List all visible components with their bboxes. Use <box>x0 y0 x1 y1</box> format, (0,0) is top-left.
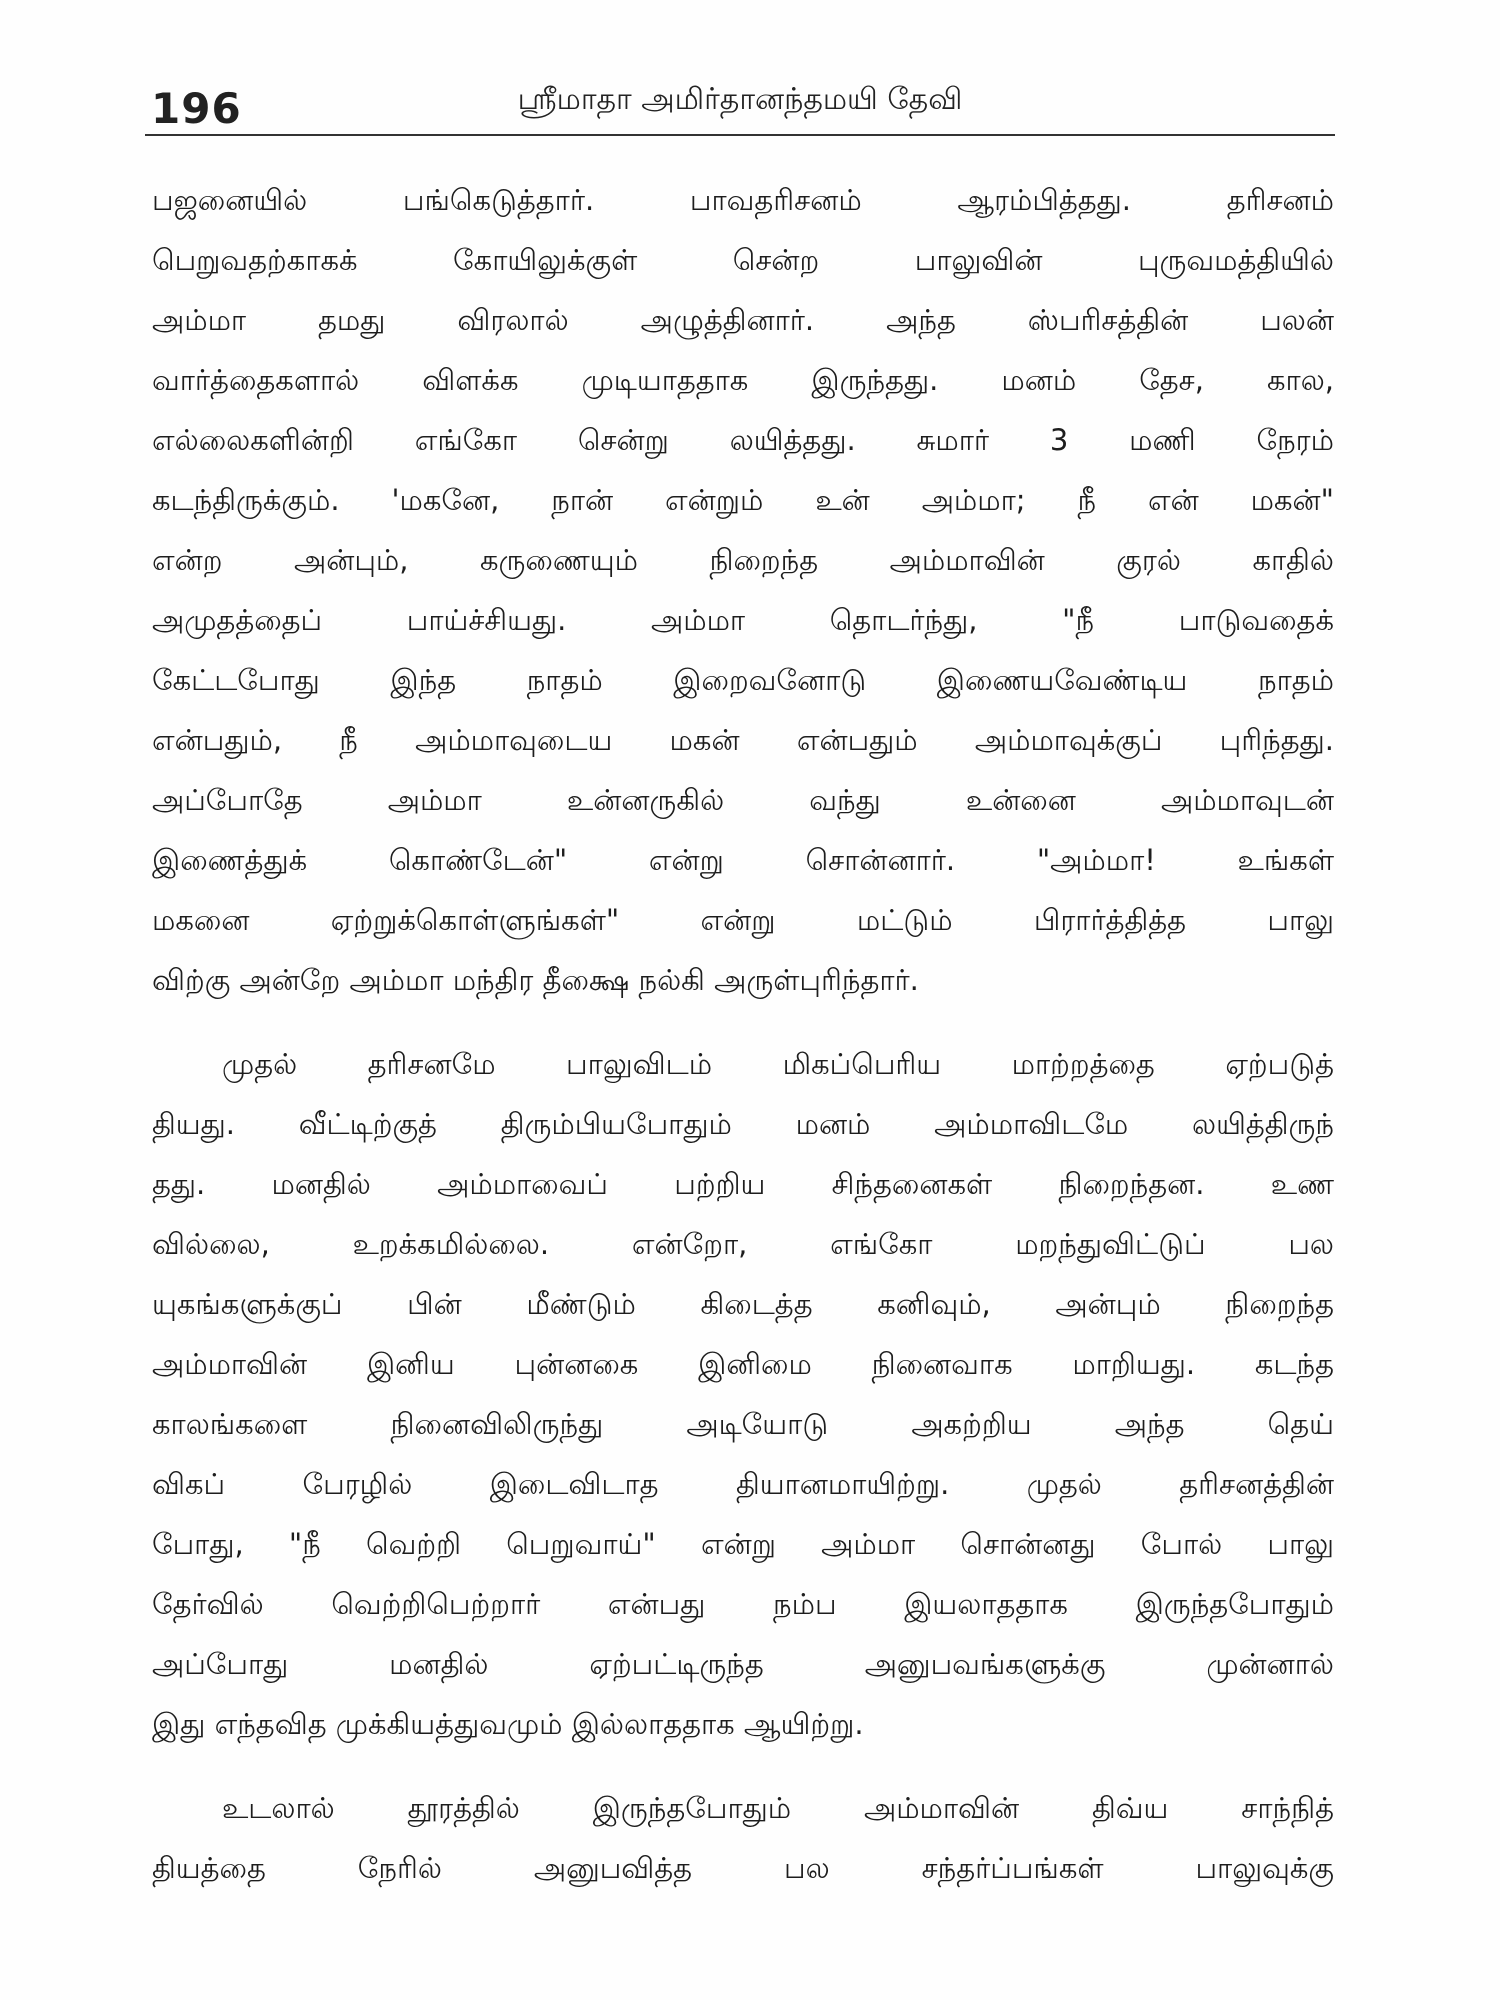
text-line: விகப் பேரழில் இடைவிடாத தியானமாயிற்று. முதல் தரிசனத்தின் <box>152 1467 1334 1501</box>
text-line: போது, "நீ வெற்றி பெறுவாய்" என்று அம்மா சொன்னது போல் பாலு <box>152 1527 1334 1561</box>
text-line: யுகங்களுக்குப் பின் மீண்டும் கிடைத்த கனிவும், அன்பும் நிறைந்த <box>152 1287 1334 1321</box>
text-line: பெறுவதற்காகக் கோயிலுக்குள் சென்ற பாலுவின் புருவமத்தியில் <box>152 243 1334 277</box>
text-line: தேர்வில் வெற்றிபெற்றார் என்பது நம்ப இயலாததாக இருந்தபோதும் <box>152 1587 1334 1621</box>
text-line: அம்மா தமது விரலால் அழுத்தினார். அந்த ஸ்பரிசத்தின் பலன் <box>152 303 1334 337</box>
running-title: ஸ்ரீமாதா அமிர்தானந்தமயி தேவி <box>517 82 963 117</box>
body-text <box>152 170 1334 1898</box>
text-line: கடந்திருக்கும். 'மகனே, நான் என்றும் உன் அம்மா; நீ என் மகன்" <box>152 483 1334 517</box>
text-line: பஜனையில் பங்கெடுத்தார். பாவதரிசனம் ஆரம்பித்தது. தரிசனம் <box>152 183 1334 217</box>
text-line: இது எந்தவித முக்கியத்துவமும் இல்லாததாக ஆயிற்று. <box>152 1707 864 1741</box>
text-line: தியத்தை நேரில் அனுபவித்த பல சந்தர்ப்பங்கள் பாலுவுக்கு <box>152 1851 1334 1885</box>
text-line: வில்லை, உறக்கமில்லை. என்றோ, எங்கோ மறந்துவிட்டுப் பல <box>152 1227 1334 1261</box>
text-line: தது. மனதில் அம்மாவைப் பற்றிய சிந்தனைகள் நிறைந்தன. உண <box>152 1167 1334 1201</box>
text-line: கேட்டபோது இந்த நாதம் இறைவனோடு இணையவேண்டிய நாதம் <box>152 663 1334 697</box>
header-divider <box>145 134 1335 136</box>
text-line: இணைத்துக் கொண்டேன்" என்று சொன்னார். "அம்மா! உங்கள் <box>152 843 1334 877</box>
text-line: விற்கு அன்றே அம்மா மந்திர தீக்ஷை நல்கி அருள்புரிந்தார். <box>152 963 919 997</box>
text-line: அப்போதே அம்மா உன்னருகில் வந்து உன்னை அம்மாவுடன் <box>152 783 1334 817</box>
text-line: தியது. வீட்டிற்குத் திரும்பியபோதும் மனம் அம்மாவிடமே லயித்திருந் <box>152 1107 1334 1141</box>
paragraph-spacer <box>152 1754 1334 1778</box>
text-line: அம்மாவின் இனிய புன்னகை இனிமை நினைவாக மாறியது. கடந்த <box>152 1347 1334 1381</box>
page-number: 196 <box>151 84 242 133</box>
text-line: எல்லைகளின்றி எங்கோ சென்று லயித்தது. சுமார் 3 மணி நேரம் <box>152 423 1334 457</box>
text-line: என்ற அன்பும், கருணையும் நிறைந்த அம்மாவின் குரல் காதில் <box>152 543 1334 577</box>
paragraph-2 <box>152 1034 1334 1754</box>
text-line: என்பதும், நீ அம்மாவுடைய மகன் என்பதும் அம்மாவுக்குப் புரிந்தது. <box>152 723 1334 757</box>
text-line: மகனை ஏற்றுக்கொள்ளுங்கள்" என்று மட்டும் பிரார்த்தித்த பாலு <box>152 903 1334 937</box>
text-line: காலங்களை நினைவிலிருந்து அடியோடு அகற்றிய அந்த தெய் <box>152 1407 1334 1441</box>
text-line: அமுதத்தைப் பாய்ச்சியது. அம்மா தொடர்ந்து, "நீ பாடுவதைக் <box>152 603 1334 637</box>
text-line: முதல் தரிசனமே பாலுவிடம் மிகப்பெரிய மாற்றத்தை ஏற்படுத் <box>222 1047 1334 1081</box>
text-line: உடலால் தூரத்தில் இருந்தபோதும் அம்மாவின் திவ்ய சாந்நித் <box>222 1791 1334 1825</box>
text-line: அப்போது மனதில் ஏற்பட்டிருந்த அனுபவங்களுக்கு முன்னால் <box>152 1647 1334 1681</box>
text-line: வார்த்தைகளால் விளக்க முடியாததாக இருந்தது. மனம் தேச, கால, <box>152 363 1334 397</box>
paragraph-1 <box>152 170 1334 1010</box>
paragraph-spacer <box>152 1010 1334 1034</box>
page-header <box>145 70 1335 134</box>
paragraph-3 <box>152 1778 1334 1898</box>
